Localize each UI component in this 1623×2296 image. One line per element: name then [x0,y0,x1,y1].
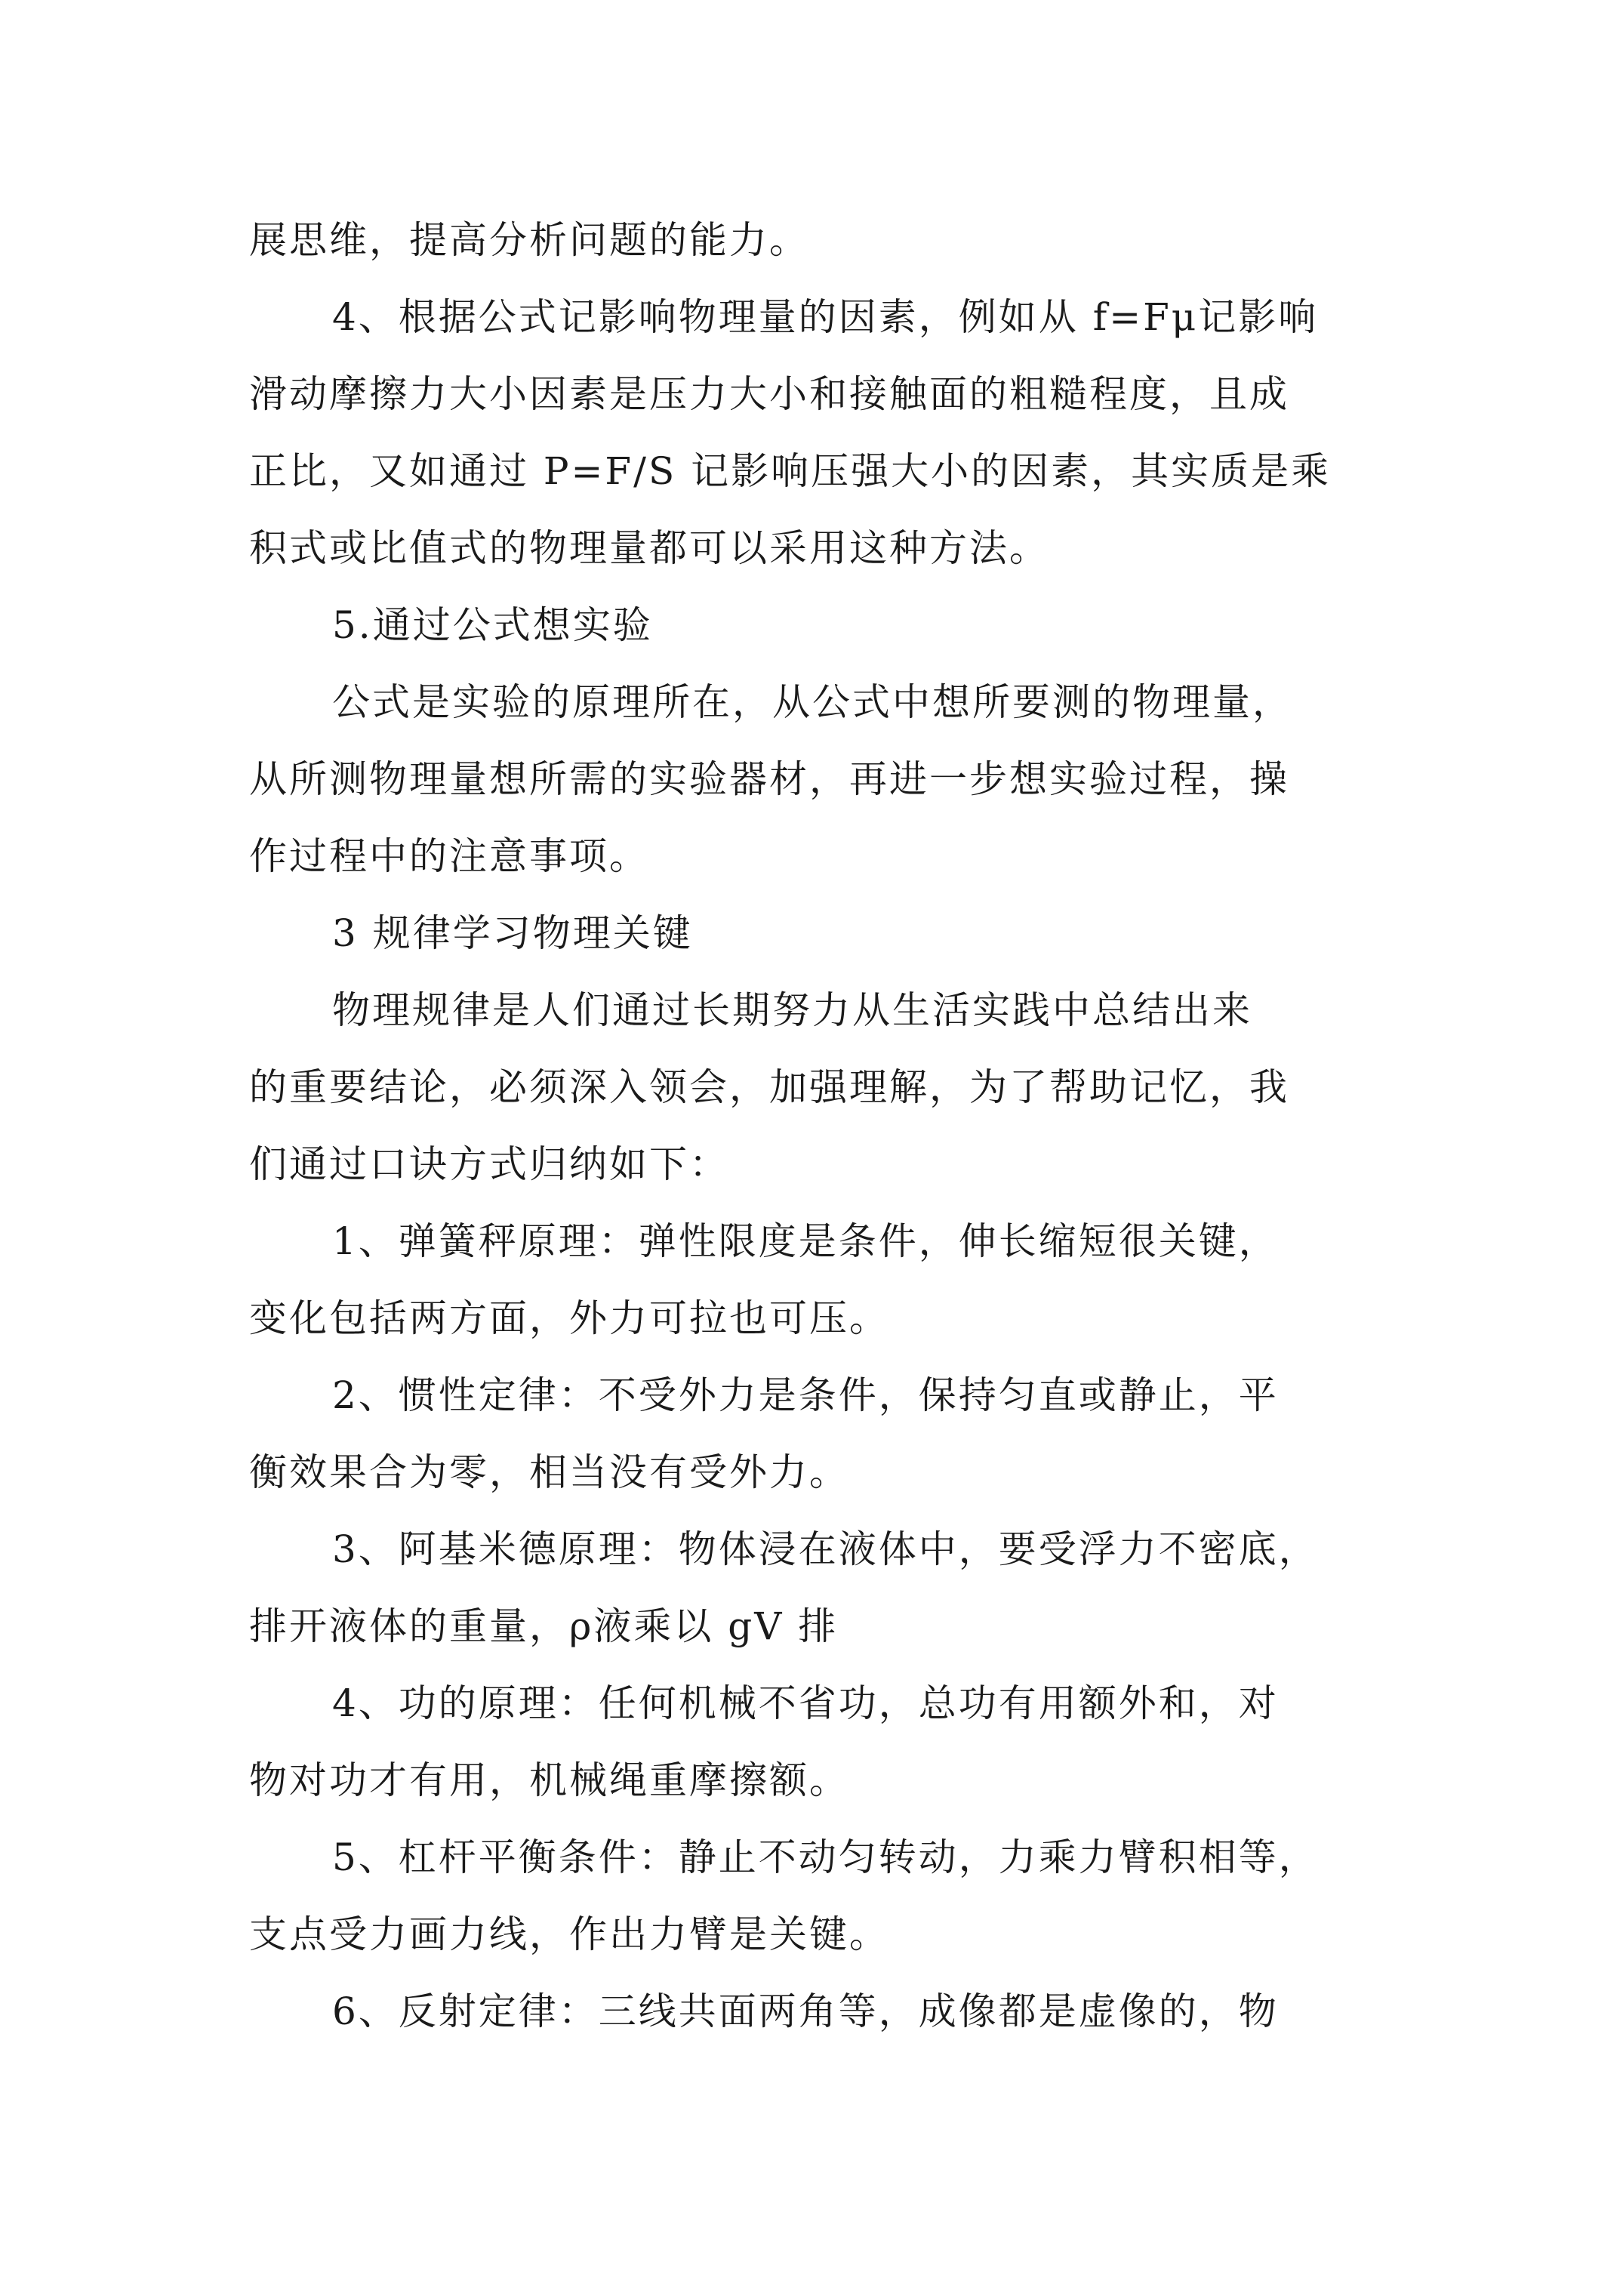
text-line: 5、杠杆平衡条件：静止不动匀转动，力乘力臂积相等， [332,1835,1319,1879]
text-line: 衡效果合为零，相当没有受外力。 [249,1450,849,1494]
text-line: 变化包括两方面，外力可拉也可压。 [249,1296,889,1340]
text-line: 1、弹簧秤原理：弹性限度是条件，伸长缩短很关键， [332,1219,1279,1263]
text-line: 作过程中的注意事项。 [249,834,649,878]
text-line: 物理规律是人们通过长期努力从生活实践中总结出来 [332,988,1252,1032]
text-line: 6、反射定律：三线共面两角等，成像都是虚像的，物 [332,1989,1279,2033]
text-line: 的重要结论，必须深入领会，加强理解，为了帮助记忆，我 [249,1065,1289,1109]
text-line: 从所测物理量想所需的实验器材，再进一步想实验过程，操 [249,757,1289,801]
text-line: 们通过口诀方式归纳如下： [249,1142,729,1186]
text-line: 排开液体的重量，ρ液乘以 gV 排 [249,1604,839,1648]
text-line: 展思维，提高分析问题的能力。 [249,218,809,262]
section-heading: 5.通过公式想实验 [332,603,653,647]
text-line: 滑动摩擦力大小因素是压力大小和接触面的粗糙程度，且成 [249,372,1289,416]
text-line: 积式或比值式的物理量都可以采用这种方法。 [249,526,1049,570]
text-line: 4、功的原理：任何机械不省功，总功有用额外和，对 [332,1681,1279,1725]
text-line: 支点受力画力线，作出力臂是关键。 [249,1912,889,1956]
text-line: 3、阿基米德原理：物体浸在液体中，要受浮力不密底， [332,1527,1319,1571]
text-line: 4、根据公式记影响物理量的因素，例如从 f=Fμ记影响 [332,295,1319,339]
text-line: 2、惯性定律：不受外力是条件，保持匀直或静止，平 [332,1373,1279,1417]
text-line: 物对功才有用，机械绳重摩擦额。 [249,1758,849,1802]
text-line: 正比，又如通过 P=F/S 记影响压强大小的因素，其实质是乘 [249,449,1332,493]
section-heading: 3 规律学习物理关键 [332,911,693,955]
text-line: 公式是实验的原理所在，从公式中想所要测的物理量， [332,680,1292,724]
